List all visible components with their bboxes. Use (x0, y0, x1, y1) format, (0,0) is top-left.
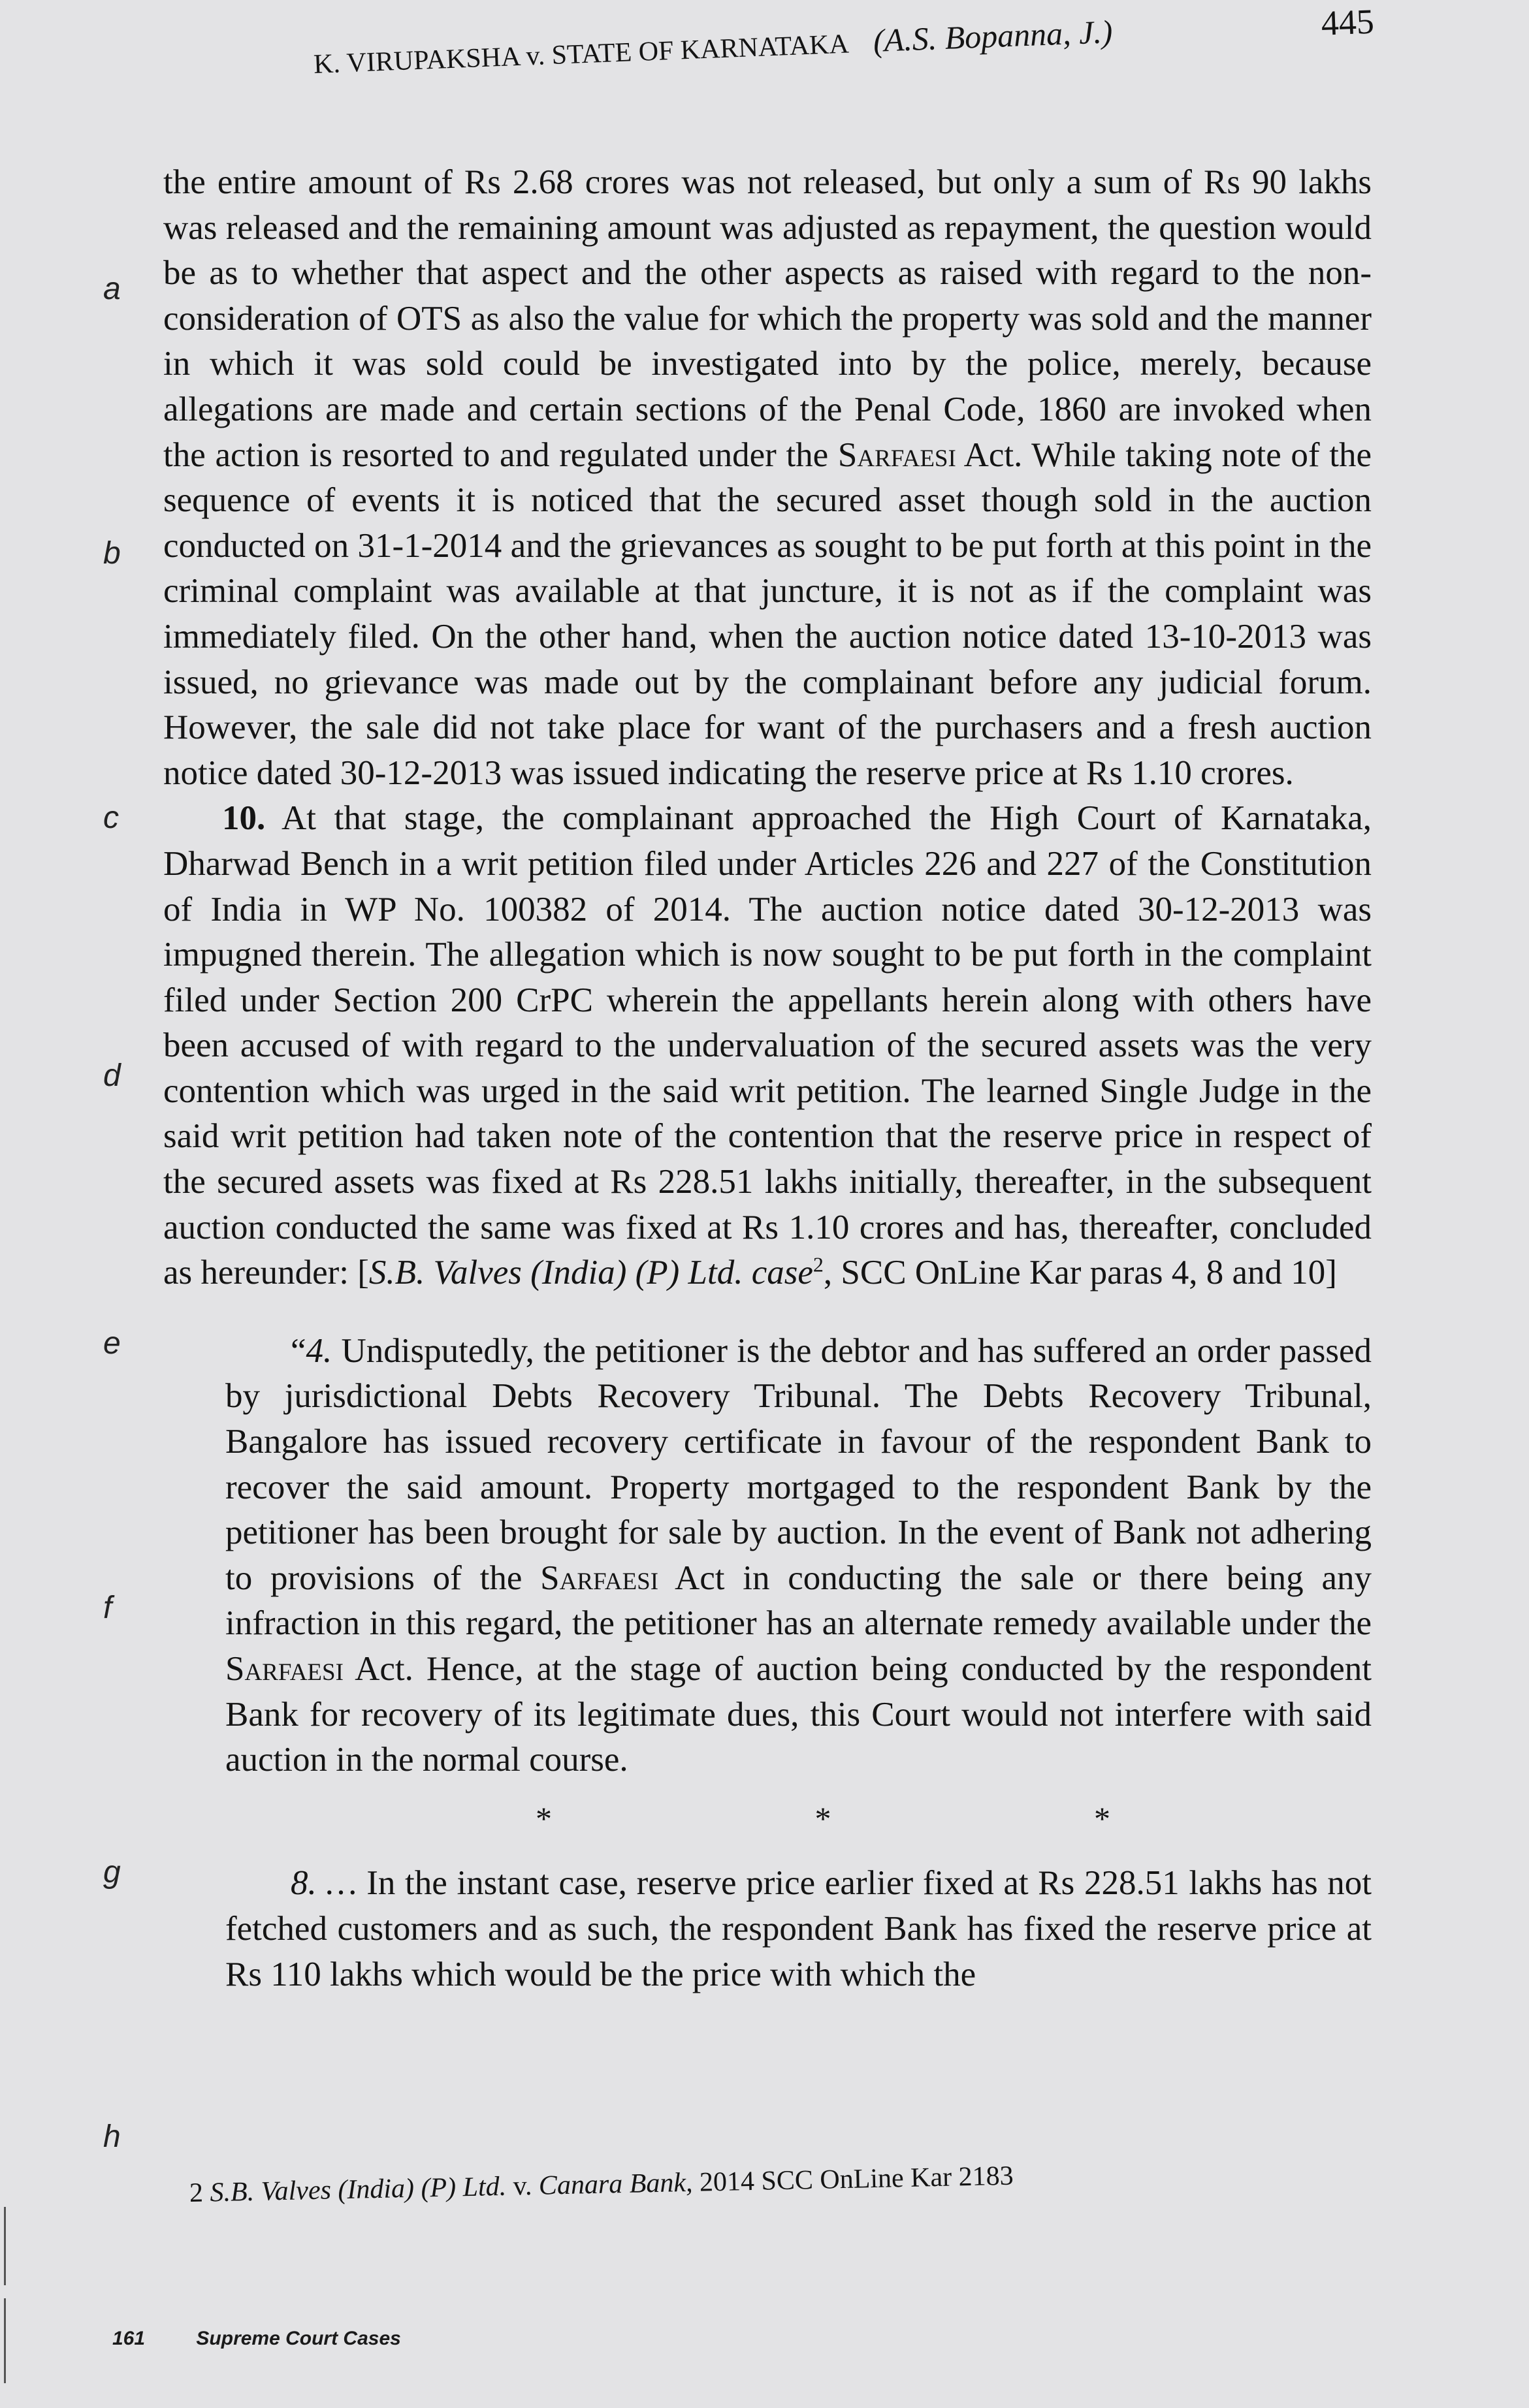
paragraph-text: Act. While taking note of the sequence of events it is noticed that the secured asset though sold in the auction conducted on 31-1-2014 and the grievances as sought to be put forth at this point in the criminal complaint was available at that juncture, it is not as if the complaint was immediately filed. On the other hand, when the auction notice dated 13-10-2013 was issued, no grievance was made out by the complainant before any judicial forum. However, the sale did not take place for want of the purchasers and a fresh auction notice dated 30-12-2013 was issued indicating the reserve price at Rs 1.10 crores. (163, 436, 1372, 792)
star: * (814, 1799, 831, 1837)
paragraph-text: the entire amount of Rs 2.68 crores was not released, but only a sum of Rs 90 lakhs was released and the remaining amount was adjusted as repayment, the question would be as to whether that aspect and the other aspects as raised with regard to the non-consideration of OTS as also the value for which the property was sold and the manner in which it was sold could be investigated into by the police, merely, because allegations are made and certain sections of the Penal Code, 1860 are invoked when the action is resorted to and regulated under the (163, 163, 1372, 474)
journal-name: Supreme Court Cases (196, 2328, 401, 2349)
case-citation: S.B. Valves (India) (P) Ltd. case (368, 1254, 813, 1292)
act-name: Sarfaesi (540, 1559, 659, 1597)
paragraph-9-continued (163, 160, 1372, 796)
page-footer (112, 2328, 401, 2350)
margin-letter-a: a (103, 272, 121, 306)
ellipsis-stars (536, 1796, 1110, 1842)
margin-letter-b: b (103, 536, 121, 571)
page-number: 445 (1320, 1, 1375, 43)
footnote-versus: v. (506, 2170, 539, 2202)
star: * (1094, 1799, 1110, 1837)
paragraph-text: , SCC OnLine Kar paras 4, 8 and 10] (823, 1254, 1337, 1292)
paragraph-number: 4. (306, 1331, 332, 1370)
running-header (313, 0, 1376, 87)
margin-letter-d: d (103, 1058, 121, 1093)
quoted-paragraph-4 (225, 1329, 1372, 1783)
footnote-citation: 2014 SCC OnLine Kar 2183 (692, 2161, 1014, 2198)
margin-letter-c: c (103, 800, 119, 835)
open-quote: “ (291, 1331, 306, 1370)
paragraph-number: 8. … (291, 1864, 357, 1903)
body-text (163, 160, 1372, 1997)
paragraph-text: At that stage, the complainant approached the High Court of Karnataka, Dharwad Bench in a writ petition filed under Articles 226 and 227 of the Constitution of India in WP No. 100382 of 2014. The auction notice dated 30-12-2013 was impugned therein. The allegation which is now sought to be put forth in the complaint filed under Section 200 CrPC wherein the appellants herein along with others have been accused of with regard to the undervaluation of the secured assets was the very contention which was urged in the said writ petition. The learned Single Judge in the said writ petition had taken note of the contention that the reserve price in respect of the secured assets was fixed at Rs 228.51 lakhs initially, thereafter, in the subsequent auction conducted the same was fixed at Rs 1.10 crores and has, thereafter, concluded as hereunder: [ (163, 799, 1372, 1292)
margin-letter-e: e (103, 1326, 121, 1361)
margin-letter-f: f (103, 1591, 112, 1625)
quote-text: Act in conducting the sale or there being any infraction in this regard, the petitioner has an alternate remedy available under the (225, 1559, 1372, 1643)
quote-text: Undisputedly, the petitioner is the debtor and has suffered an order passed by jurisdictional Debts Recovery Tribunal. The Debts Recovery Tribunal, Bangalore has issued recovery certificate in favour of the respondent Bank to recover the said amount. Property mortgaged to the respondent Bank by the petitioner has been brought for sale by auction. In the event of Bank not adhering to provisions of the (225, 1331, 1372, 1597)
act-name: Sarfaesi (225, 1650, 344, 1688)
quote-text: Act. Hence, at the stage of auction being conducted by the respondent Bank for recovery of its legitimate dues, this Court would not interfere with said auction in the normal course. (225, 1650, 1372, 1779)
quoted-paragraph-8 (225, 1861, 1372, 1997)
act-name: Sarfaesi (837, 436, 956, 474)
footnote-ref[interactable]: 2 (813, 1252, 824, 1276)
footer-number: 161 (112, 2328, 146, 2349)
quote-text: In the instant case, reserve price earlier fixed at Rs 228.51 lakhs has not fetched customers and as such, the respondent Bank has fixed the reserve price at Rs 110 lakhs which would be the price with which the (225, 1864, 1372, 1993)
paragraph-number: 10. (222, 799, 266, 838)
footnote-party: Canara Bank, (538, 2167, 694, 2201)
margin-letter-h: h (103, 2119, 121, 2154)
scan-edge-mark (4, 2207, 6, 2285)
footnote (189, 2161, 1014, 2209)
star: * (536, 1799, 552, 1837)
case-title: K. VIRUPAKSHA v. STATE OF KARNATAKA (313, 29, 850, 80)
judge-name: (A.S. Bopanna, J.) (872, 13, 1114, 59)
footnote-number: 2 (189, 2178, 204, 2208)
footnote-case: S.B. Valves (India) (P) Ltd. (210, 2171, 507, 2208)
margin-letter-g: g (103, 1855, 121, 1890)
paragraph-10 (163, 796, 1372, 1296)
scan-edge-mark (4, 2298, 6, 2383)
